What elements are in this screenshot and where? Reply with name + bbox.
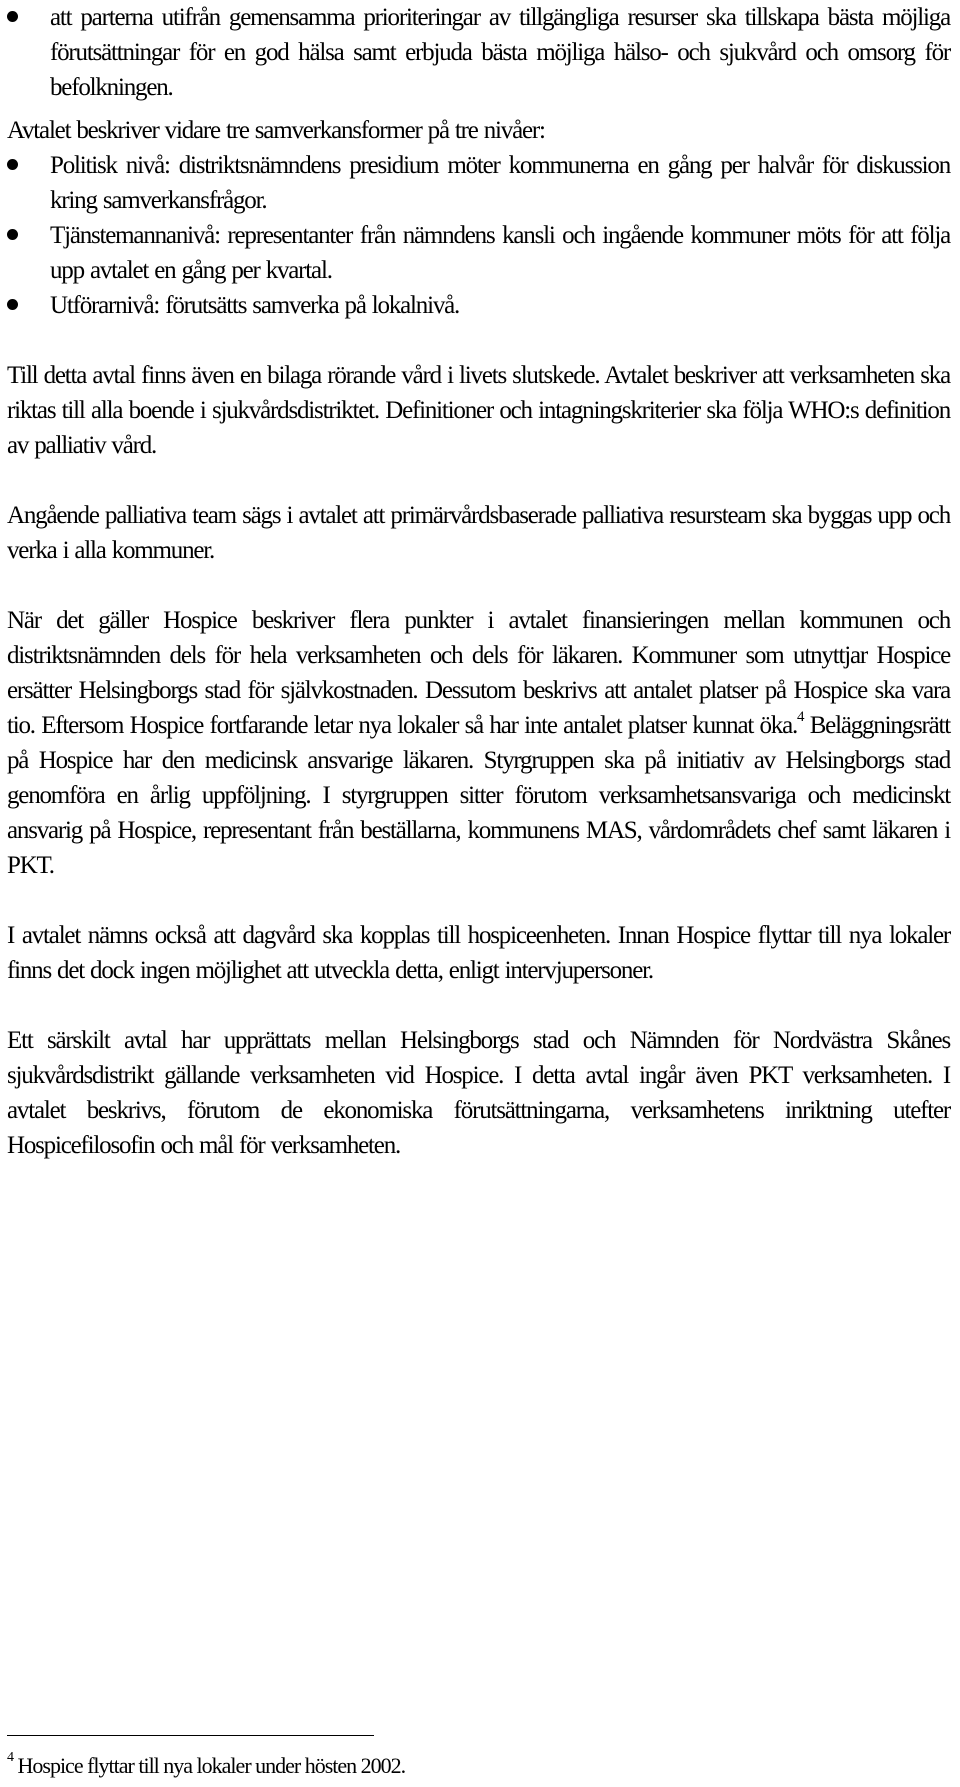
list-item-text: Utförarnivå: förutsätts samverka på lokalnivå. [50, 292, 460, 319]
footnote-text: Hospice flyttar till nya lokaler under hösten 2002. [17, 1753, 406, 1778]
paragraph-dagvard: I avtalet nämns också att dagvård ska kopplas till hospiceenheten. Innan Hospice flyttar till nya lokaler finns det dock ingen möjlighet att utveckla detta, enligt intervjupersoner. [7, 922, 950, 984]
list-item-text: Tjänstemannanivå: representanter från nämndens kansli och ingående kommuner möts för att följa upp avtalet en gång per kvartal. [50, 222, 950, 284]
paragraph-special-agreement: Ett särskilt avtal har upprättats mellan Helsingborgs stad och Nämnden för Nordvästra Skånes sjukvårdsdistrikt gällande verksamheten vid Hospice. I detta avtal ingår även PKT verksamheten. I avtalet beskrivs, förutom de ekonomiska förutsättningarna, verksamhetens inriktning utefter Hospicefilosofin och mål för verksamheten. [7, 1027, 950, 1159]
paragraph-hospice-part2: Beläggningsrätt på Hospice har den medicinsk ansvarige läkaren. Styrgruppen ska på initiativ av Helsingborgs stad genomföra en årlig uppföljning. I styrgruppen sitter förutom verksamhetsansvariga och medicinskt ansvarig på Hospice, representant från beställarna, kommunens MAS, vårdområdets chef samt läkaren i PKT. [7, 712, 950, 879]
paragraph-bilaga: Till detta avtal finns även en bilaga rörande vård i livets slutskede. Avtalet beskriver att verksamheten ska riktas till alla boende i sjukvårdsdistriktet. Definitioner och intagningskriterier ska följa WHO:s definition av palliativ vård. [7, 362, 950, 459]
bullet-list-levels [7, 148, 950, 323]
footnote-reference: 4 [797, 708, 804, 725]
paragraph-palliative-team: Angående palliativa team sägs i avtalet att primärvårdsbaserade palliativa resursteam ska byggas upp och verka i alla kommuner. [7, 502, 950, 564]
paragraph-hospice [7, 603, 950, 883]
list-item [7, 218, 950, 288]
levels-intro: Avtalet beskriver vidare tre samverkansformer på tre nivåer: [7, 117, 545, 144]
list-item [7, 148, 950, 218]
footnote [7, 1749, 947, 1780]
list-item-text: Politisk nivå: distriktsnämndens presidium möter kommunerna en gång per halvår för diskussion kring samverkansfrågor. [50, 152, 950, 214]
list-item [7, 288, 950, 323]
list-item [7, 0, 950, 105]
bullet-icon [7, 11, 18, 22]
bullet-icon [7, 229, 18, 240]
bullet-icon [7, 159, 18, 170]
bullet-icon [7, 299, 18, 310]
paragraph-hospice-part1: När det gäller Hospice beskriver flera punkter i avtalet finansieringen mellan kommunen och distriktsnämnden dels för hela verksamheten och dels för läkaren. Kommuner som utnyttjar Hospice ersätter Helsingborgs stad för självkostnaden. Dessutom beskrivs att antalet platser på Hospice ska vara tio. Eftersom Hospice fortfarande letar nya lokaler så har inte antalet platser kunnat öka. [7, 607, 950, 739]
footnote-separator [7, 1735, 374, 1736]
body-text [7, 0, 950, 1163]
footnote-number: 4 [7, 1749, 13, 1765]
list-item-text: att parterna utifrån gemensamma prioriteringar av tillgängliga resurser ska tillskapa bästa möjliga förutsättningar för en god hälsa samt erbjuda bästa möjliga hälso- och sjukvård och omsorg för befolkningen. [50, 4, 950, 101]
bullet-list-goals [7, 0, 950, 105]
